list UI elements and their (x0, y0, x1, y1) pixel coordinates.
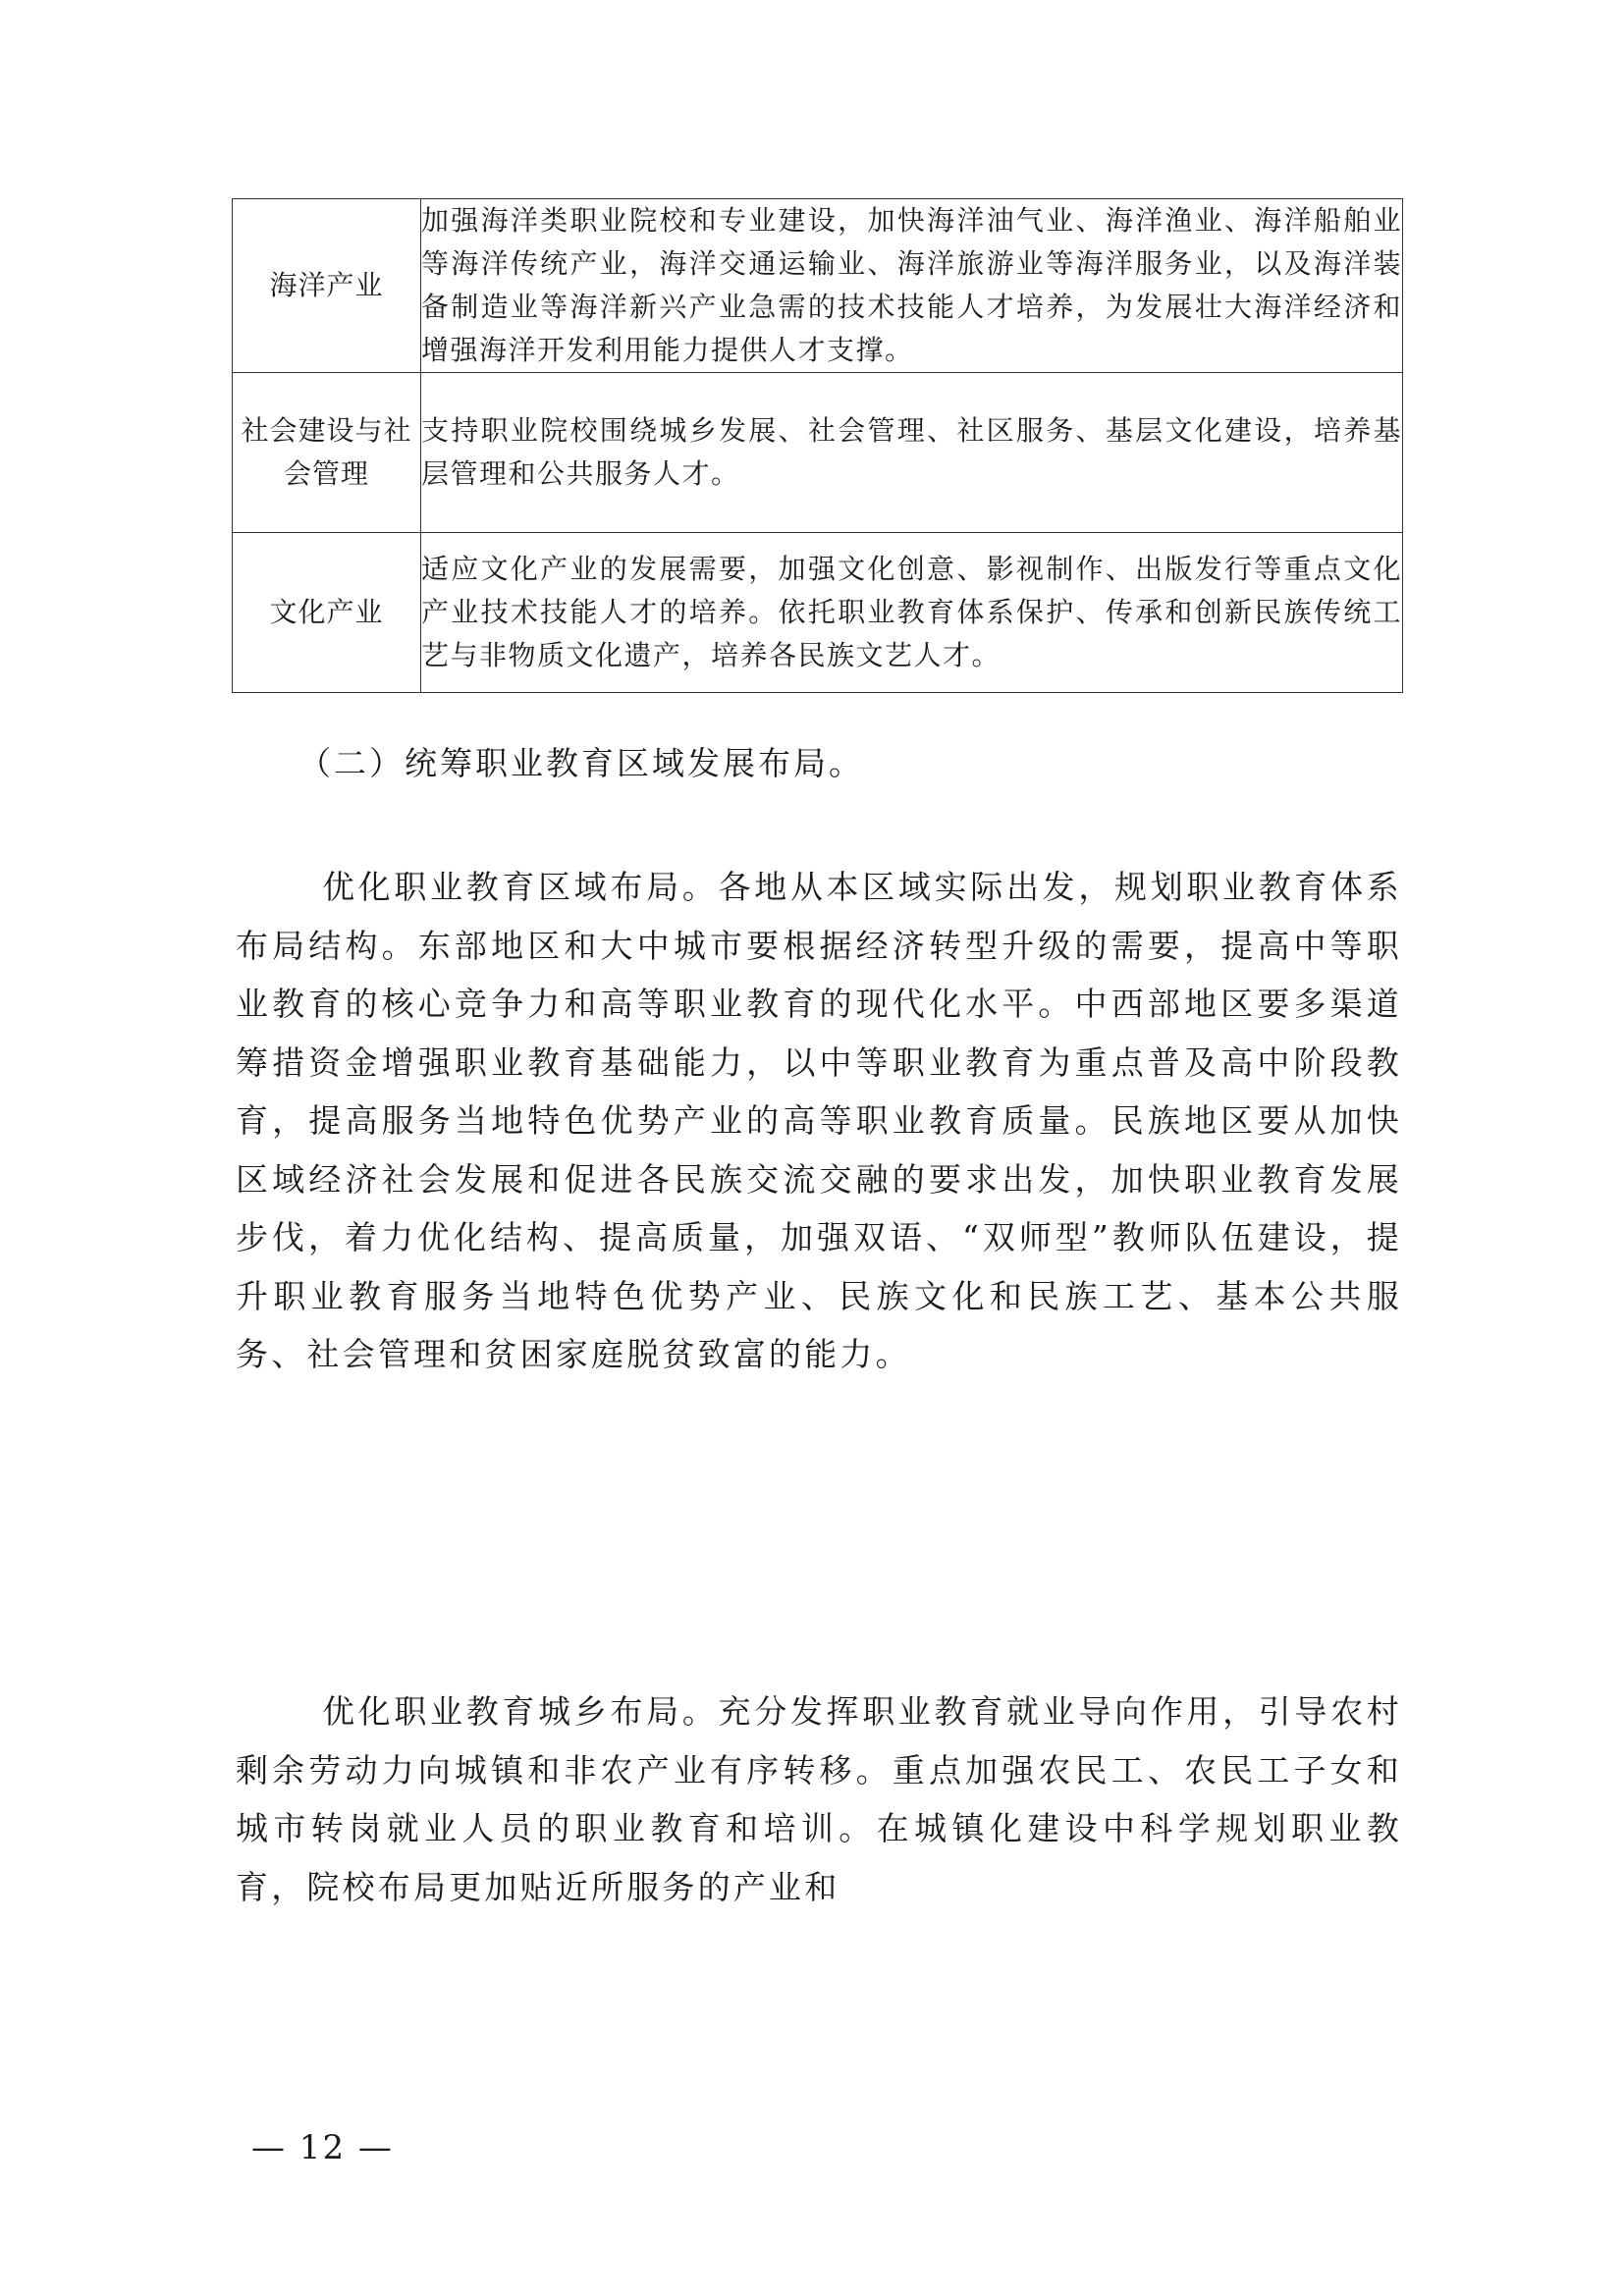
section-heading: （二）统筹职业教育区域发展布局。 (298, 744, 864, 782)
table-row (233, 373, 1403, 533)
description-cell: 支持职业院校围绕城乡发展、社会管理、社区服务、基层文化建设，培养基层管理和公共服务人才。 (421, 373, 1403, 533)
category-cell: 社会建设与社会管理 (233, 373, 421, 533)
table-row (233, 199, 1403, 373)
category-cell: 文化产业 (233, 533, 421, 693)
body-paragraph: 优化职业教育区域布局。各地从本区域实际出发，规划职业教育体系布局结构。东部地区和大中城市要根据经济转型升级的需要，提高中等职业教育的核心竞争力和高等职业教育的现代化水平。中西部地区要多渠道筹措资金增强职业教育基础能力，以中等职业教育为重点普及高中阶段教育，提高服务当地特色优势产业的高等职业教育质量。民族地区要从加快区域经济社会发展和促进各民族交流交融的要求出发，加快职业教育发展步伐，着力优化结构、提高质量，加强双语、“双师型”教师队伍建设，提升职业教育服务当地特色优势产业、民族文化和民族工艺、基本公共服务、社会管理和贫困家庭脱贫致富的能力。 (236, 868, 1402, 1373)
category-cell: 海洋产业 (233, 199, 421, 373)
description-cell: 加强海洋类职业院校和专业建设，加快海洋油气业、海洋渔业、海洋船舶业等海洋传统产业，海洋交通运输业、海洋旅游业等海洋服务业，以及海洋装备制造业等海洋新兴产业急需的技术技能人才培养，为发展壮大海洋经济和增强海洋开发利用能力提供人才支撑。 (421, 199, 1403, 373)
description-cell: 适应文化产业的发展需要，加强文化创意、影视制作、出版发行等重点文化产业技术技能人才的培养。依托职业教育体系保护、传承和创新民族传统工艺与非物质文化遗产，培养各民族文艺人才。 (421, 533, 1403, 693)
body-paragraph: 优化职业教育城乡布局。充分发挥职业教育就业导向作用，引导农村剩余劳动力向城镇和非农产业有序转移。重点加强农民工、农民工子女和城市转岗就业人员的职业教育和培训。在城镇化建设中科学规划职业教育，院校布局更加贴近所服务的产业和 (236, 1692, 1402, 1906)
table-row (233, 533, 1403, 693)
industry-table (232, 198, 1403, 693)
page-number: — 12 — (251, 2128, 394, 2167)
